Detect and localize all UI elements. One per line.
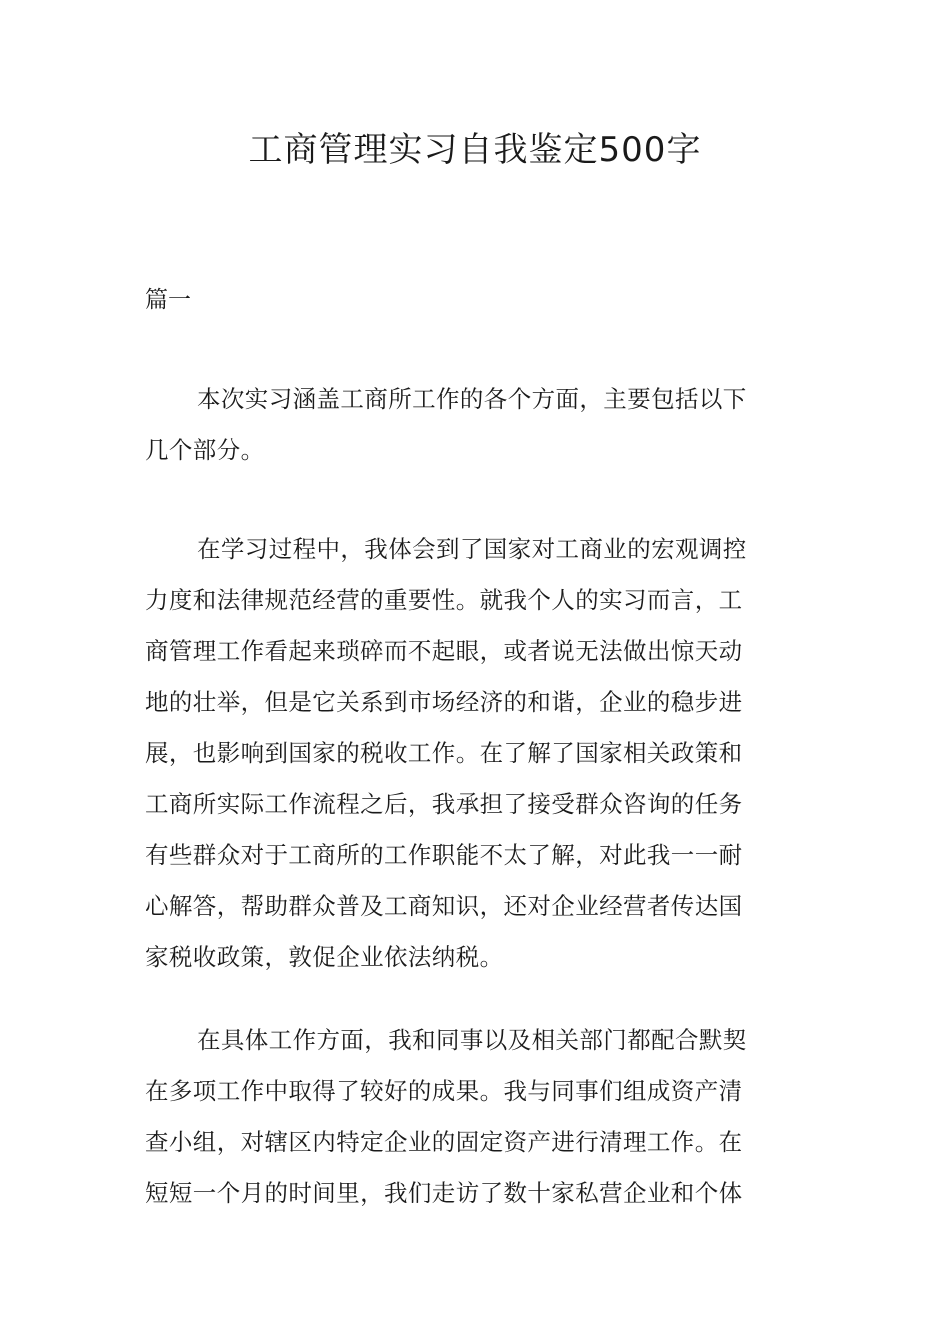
paragraph-line: 在具体工作方面，我和同事以及相关部门都配合默契	[197, 1026, 747, 1054]
paragraph-line: 地的壮举，但是它关系到市场经济的和谐，企业的稳步进	[145, 688, 743, 716]
paragraph-3	[145, 1015, 810, 1219]
paragraph-line: 心解答，帮助群众普及工商知识，还对企业经营者传达国	[145, 892, 743, 920]
paragraph-2	[145, 524, 810, 983]
paragraph-line: 在多项工作中取得了较好的成果。我与同事们组成资产清	[145, 1077, 743, 1105]
paragraph-line: 工商所实际工作流程之后，我承担了接受群众咨询的任务	[145, 790, 743, 818]
document-title: 工商管理实习自我鉴定500字	[248, 130, 702, 170]
paragraph-1	[145, 374, 810, 476]
paragraph-line: 商管理工作看起来琐碎而不起眼，或者说无法做出惊天动	[145, 637, 743, 665]
paragraph-line: 在学习过程中，我体会到了国家对工商业的宏观调控	[197, 535, 747, 563]
paragraph-line: 展，也影响到国家的税收工作。在了解了国家相关政策和	[145, 739, 743, 767]
paragraph-line: 力度和法律规范经营的重要性。就我个人的实习而言，工	[145, 586, 743, 614]
paragraph-line: 短短一个月的时间里，我们走访了数十家私营企业和个体	[145, 1179, 743, 1207]
paragraph-line: 本次实习涵盖工商所工作的各个方面，主要包括以下	[197, 385, 747, 413]
section-label: 篇一	[145, 287, 191, 313]
paragraph-line: 家税收政策，敦促企业依法纳税。	[145, 943, 504, 971]
paragraph-line: 有些群众对于工商所的工作职能不太了解，对此我一一耐	[145, 841, 743, 869]
paragraph-line: 几个部分。	[145, 436, 265, 464]
paragraph-line: 查小组，对辖区内特定企业的固定资产进行清理工作。在	[145, 1128, 743, 1156]
